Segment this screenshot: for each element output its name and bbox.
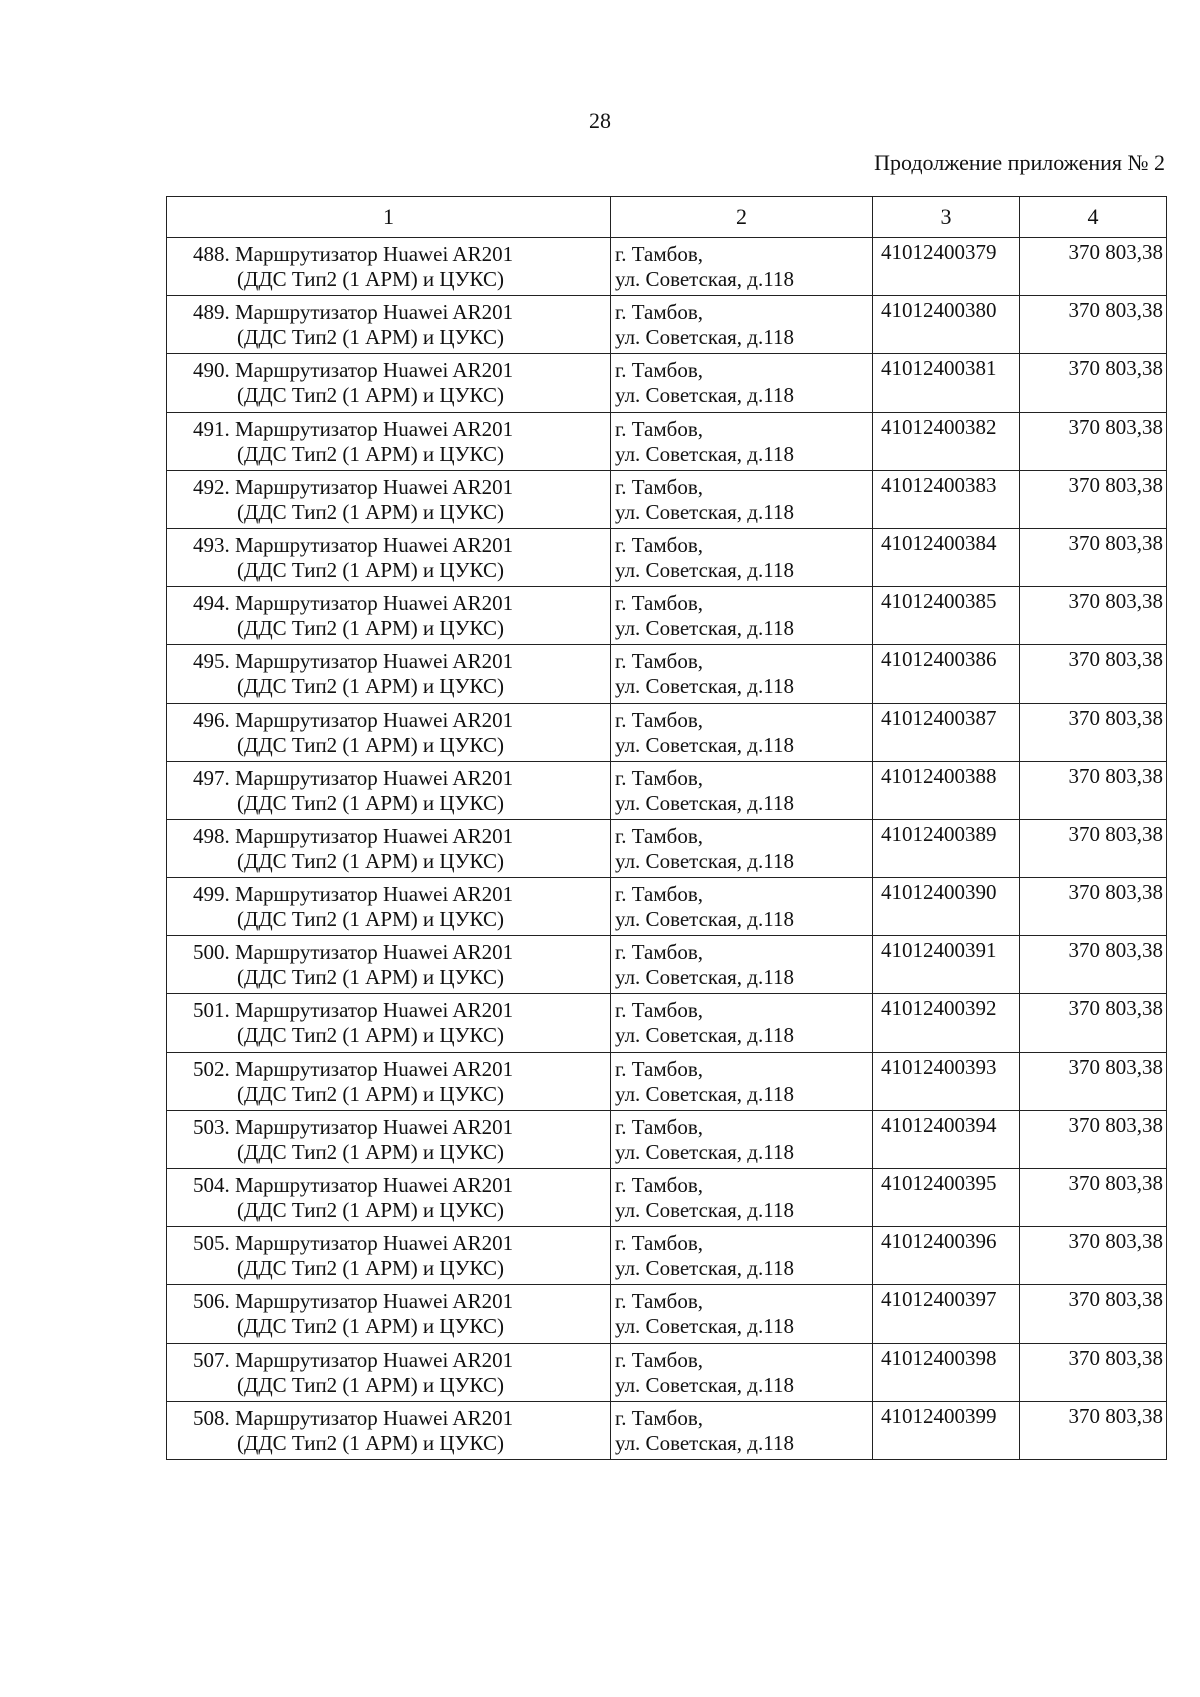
cost-value: 370 803,38	[1068, 240, 1163, 264]
cost-value: 370 803,38	[1068, 1112, 1163, 1137]
inventory-number: 41012400399	[881, 1403, 997, 1428]
address-street: ул. Советская, д.118	[615, 1314, 794, 1339]
address-cell	[611, 354, 873, 412]
cost-value: 370 803,38	[1068, 938, 1163, 963]
asset-table	[166, 196, 1167, 1460]
item-name-detail: (ДДС Тип2 (1 АРМ) и ЦУКС)	[237, 1198, 504, 1222]
inventory-number-cell	[873, 1285, 1020, 1343]
item-name-cell	[167, 936, 611, 994]
cost-cell	[1020, 470, 1167, 528]
cost-cell	[1020, 994, 1167, 1052]
inventory-number-cell	[873, 587, 1020, 645]
address-city: г. Тамбов,	[615, 474, 704, 499]
table-row	[167, 587, 1167, 645]
cost-value: 370 803,38	[1068, 1287, 1163, 1312]
inventory-number: 41012400380	[881, 298, 997, 323]
inventory-number-cell	[873, 528, 1020, 586]
inventory-number-cell	[873, 1401, 1020, 1459]
cost-value: 370 803,38	[1068, 996, 1163, 1021]
address-city: г. Тамбов,	[615, 1056, 704, 1081]
column-header-3: 3	[873, 197, 1020, 238]
address-cell	[611, 819, 873, 877]
column-header-1: 1	[167, 197, 611, 238]
address-cell	[611, 528, 873, 586]
address-city: г. Тамбов,	[615, 1289, 704, 1314]
continuation-label: Продолжение приложения № 2	[874, 150, 1165, 175]
item-number: 505.	[193, 1231, 230, 1256]
address-city: г. Тамбов,	[615, 823, 704, 848]
address-street: ул. Советская, д.118	[615, 1023, 794, 1048]
inventory-number: 41012400382	[881, 414, 997, 439]
item-name: Маршрутизатор Huawei AR201	[235, 649, 514, 674]
table-body	[167, 238, 1167, 1460]
item-number: 488.	[193, 242, 230, 266]
table-row	[167, 1227, 1167, 1285]
address-street: ул. Советская, д.118	[615, 616, 794, 641]
table-row	[167, 412, 1167, 470]
address-cell	[611, 1169, 873, 1227]
address-street: ул. Советская, д.118	[615, 732, 794, 757]
inventory-number: 41012400391	[881, 938, 997, 963]
inventory-number-cell	[873, 412, 1020, 470]
item-name-cell	[167, 354, 611, 412]
address-cell	[611, 1110, 873, 1168]
address-cell	[611, 587, 873, 645]
item-name: Маршрутизатор Huawei AR201	[235, 1347, 514, 1372]
table-row	[167, 1285, 1167, 1343]
item-name-cell	[167, 645, 611, 703]
cost-cell	[1020, 1343, 1167, 1401]
address-city: г. Тамбов,	[615, 416, 704, 441]
inventory-number-cell	[873, 1227, 1020, 1285]
address-street: ул. Советская, д.118	[615, 1081, 794, 1106]
address-cell	[611, 296, 873, 354]
inventory-number-cell	[873, 761, 1020, 819]
cost-value: 370 803,38	[1068, 472, 1163, 497]
address-cell	[611, 238, 873, 296]
item-number: 500.	[193, 940, 230, 965]
column-header-4: 4	[1020, 197, 1167, 238]
cost-value: 370 803,38	[1068, 589, 1163, 614]
item-name-detail: (ДДС Тип2 (1 АРМ) и ЦУКС)	[237, 907, 504, 932]
cost-value: 370 803,38	[1068, 1229, 1163, 1254]
item-name: Маршрутизатор Huawei AR201	[235, 1114, 514, 1139]
cost-cell	[1020, 296, 1167, 354]
inventory-number: 41012400386	[881, 647, 997, 672]
item-number: 507.	[193, 1347, 230, 1372]
item-number: 495.	[193, 649, 230, 674]
address-street: ул. Советская, д.118	[615, 1372, 794, 1397]
item-name: Маршрутизатор Huawei AR201	[235, 1405, 514, 1430]
item-number: 501.	[193, 998, 230, 1023]
item-number: 493.	[193, 532, 230, 557]
item-name-detail: (ДДС Тип2 (1 АРМ) и ЦУКС)	[237, 557, 504, 582]
item-name-cell	[167, 528, 611, 586]
address-cell	[611, 645, 873, 703]
cost-cell	[1020, 761, 1167, 819]
inventory-number: 41012400383	[881, 472, 997, 497]
address-cell	[611, 412, 873, 470]
item-name-detail: (ДДС Тип2 (1 АРМ) и ЦУКС)	[237, 1372, 504, 1397]
item-number: 508.	[193, 1405, 230, 1430]
item-name-cell	[167, 819, 611, 877]
item-name: Маршрутизатор Huawei AR201	[235, 765, 514, 790]
table-row	[167, 645, 1167, 703]
item-name-cell	[167, 412, 611, 470]
item-name-detail: (ДДС Тип2 (1 АРМ) и ЦУКС)	[237, 1256, 504, 1281]
item-name-detail: (ДДС Тип2 (1 АРМ) и ЦУКС)	[237, 441, 504, 466]
item-name-cell	[167, 1110, 611, 1168]
address-cell	[611, 470, 873, 528]
item-name: Маршрутизатор Huawei AR201	[235, 416, 514, 441]
inventory-number: 41012400393	[881, 1054, 997, 1079]
item-name-detail: (ДДС Тип2 (1 АРМ) и ЦУКС)	[237, 616, 504, 641]
item-name-detail: (ДДС Тип2 (1 АРМ) и ЦУКС)	[237, 674, 504, 699]
address-cell	[611, 1052, 873, 1110]
item-name-cell	[167, 703, 611, 761]
item-name: Маршрутизатор Huawei AR201	[235, 882, 514, 907]
inventory-number: 41012400381	[881, 356, 997, 381]
table-row	[167, 819, 1167, 877]
item-name: Маршрутизатор Huawei AR201	[235, 1056, 514, 1081]
cost-cell	[1020, 936, 1167, 994]
cost-cell	[1020, 1227, 1167, 1285]
cost-value: 370 803,38	[1068, 1171, 1163, 1195]
item-number: 498.	[193, 823, 230, 848]
address-cell	[611, 1401, 873, 1459]
inventory-number: 41012400384	[881, 530, 997, 555]
address-street: ул. Советская, д.118	[615, 674, 794, 699]
address-city: г. Тамбов,	[615, 882, 704, 907]
table-row	[167, 238, 1167, 296]
item-name: Маршрутизатор Huawei AR201	[235, 940, 514, 965]
item-name: Маршрутизатор Huawei AR201	[235, 1231, 514, 1256]
item-name: Маршрутизатор Huawei AR201	[235, 998, 514, 1023]
cost-value: 370 803,38	[1068, 530, 1163, 555]
item-name: Маршрутизатор Huawei AR201	[235, 707, 514, 732]
inventory-number-cell	[873, 878, 1020, 936]
inventory-number: 41012400398	[881, 1345, 997, 1370]
item-number: 506.	[193, 1289, 230, 1314]
item-number: 497.	[193, 765, 230, 790]
address-street: ул. Советская, д.118	[615, 499, 794, 524]
table-header-row	[167, 197, 1167, 238]
address-city: г. Тамбов,	[615, 1405, 704, 1430]
address-street: ул. Советская, д.118	[615, 383, 794, 408]
inventory-number: 41012400395	[881, 1171, 997, 1195]
address-street: ул. Советская, д.118	[615, 1256, 794, 1281]
item-name-cell	[167, 1401, 611, 1459]
item-name-detail: (ДДС Тип2 (1 АРМ) и ЦУКС)	[237, 325, 504, 350]
table-row	[167, 528, 1167, 586]
item-name-detail: (ДДС Тип2 (1 АРМ) и ЦУКС)	[237, 1314, 504, 1339]
column-header-2: 2	[611, 197, 873, 238]
table-row	[167, 878, 1167, 936]
address-city: г. Тамбов,	[615, 649, 704, 674]
address-cell	[611, 1343, 873, 1401]
inventory-number: 41012400394	[881, 1112, 997, 1137]
address-city: г. Тамбов,	[615, 765, 704, 790]
inventory-number-cell	[873, 1110, 1020, 1168]
address-street: ул. Советская, д.118	[615, 325, 794, 350]
item-name-detail: (ДДС Тип2 (1 АРМ) и ЦУКС)	[237, 732, 504, 757]
item-name-cell	[167, 1343, 611, 1401]
cost-cell	[1020, 354, 1167, 412]
item-name-cell	[167, 1285, 611, 1343]
address-cell	[611, 878, 873, 936]
inventory-number: 41012400390	[881, 880, 997, 905]
item-name-detail: (ДДС Тип2 (1 АРМ) и ЦУКС)	[237, 965, 504, 990]
table-row	[167, 994, 1167, 1052]
table-row	[167, 296, 1167, 354]
cost-value: 370 803,38	[1068, 880, 1163, 905]
cost-cell	[1020, 238, 1167, 296]
cost-value: 370 803,38	[1068, 705, 1163, 730]
address-city: г. Тамбов,	[615, 707, 704, 732]
address-street: ул. Советская, д.118	[615, 1430, 794, 1455]
cost-cell	[1020, 1285, 1167, 1343]
cost-cell	[1020, 1169, 1167, 1227]
item-name: Маршрутизатор Huawei AR201	[235, 242, 514, 266]
item-number: 499.	[193, 882, 230, 907]
cost-cell	[1020, 1401, 1167, 1459]
cost-cell	[1020, 819, 1167, 877]
item-name-detail: (ДДС Тип2 (1 АРМ) и ЦУКС)	[237, 267, 504, 291]
address-cell	[611, 936, 873, 994]
cost-cell	[1020, 1110, 1167, 1168]
inventory-number: 41012400392	[881, 996, 997, 1021]
inventory-number-cell	[873, 703, 1020, 761]
cost-value: 370 803,38	[1068, 647, 1163, 672]
address-city: г. Тамбов,	[615, 1347, 704, 1372]
item-number: 491.	[193, 416, 230, 441]
item-name-detail: (ДДС Тип2 (1 АРМ) и ЦУКС)	[237, 383, 504, 408]
item-name-cell	[167, 296, 611, 354]
inventory-number-cell	[873, 1169, 1020, 1227]
address-city: г. Тамбов,	[615, 1114, 704, 1139]
table-row	[167, 936, 1167, 994]
cost-cell	[1020, 412, 1167, 470]
item-number: 503.	[193, 1114, 230, 1139]
item-name-cell	[167, 761, 611, 819]
address-cell	[611, 703, 873, 761]
address-street: ул. Советская, д.118	[615, 557, 794, 582]
cost-cell	[1020, 645, 1167, 703]
address-city: г. Тамбов,	[615, 242, 704, 266]
item-name-detail: (ДДС Тип2 (1 АРМ) и ЦУКС)	[237, 1430, 504, 1455]
item-name-detail: (ДДС Тип2 (1 АРМ) и ЦУКС)	[237, 1139, 504, 1164]
item-number: 496.	[193, 707, 230, 732]
table-row	[167, 470, 1167, 528]
inventory-number: 41012400388	[881, 763, 997, 788]
inventory-number: 41012400397	[881, 1287, 997, 1312]
item-name: Маршрутизатор Huawei AR201	[235, 823, 514, 848]
table-row	[167, 1052, 1167, 1110]
cost-cell	[1020, 528, 1167, 586]
table-row	[167, 354, 1167, 412]
address-street: ул. Советская, д.118	[615, 1139, 794, 1164]
table-row	[167, 1110, 1167, 1168]
item-number: 489.	[193, 300, 230, 325]
cost-value: 370 803,38	[1068, 1345, 1163, 1370]
cost-cell	[1020, 1052, 1167, 1110]
address-city: г. Тамбов,	[615, 532, 704, 557]
inventory-number: 41012400379	[881, 240, 997, 264]
cost-cell	[1020, 878, 1167, 936]
item-number: 504.	[193, 1173, 230, 1197]
address-street: ул. Советская, д.118	[615, 267, 794, 291]
address-cell	[611, 1285, 873, 1343]
address-street: ул. Советская, д.118	[615, 790, 794, 815]
inventory-number-cell	[873, 819, 1020, 877]
item-name: Маршрутизатор Huawei AR201	[235, 591, 514, 616]
address-city: г. Тамбов,	[615, 940, 704, 965]
inventory-number-cell	[873, 645, 1020, 703]
item-name: Маршрутизатор Huawei AR201	[235, 532, 514, 557]
item-name-cell	[167, 587, 611, 645]
address-city: г. Тамбов,	[615, 300, 704, 325]
table-row	[167, 703, 1167, 761]
item-number: 492.	[193, 474, 230, 499]
item-name: Маршрутизатор Huawei AR201	[235, 474, 514, 499]
inventory-number-cell	[873, 1343, 1020, 1401]
cost-value: 370 803,38	[1068, 414, 1163, 439]
item-name-cell	[167, 470, 611, 528]
item-name-cell	[167, 1169, 611, 1227]
cost-value: 370 803,38	[1068, 1054, 1163, 1079]
item-number: 502.	[193, 1056, 230, 1081]
item-name-detail: (ДДС Тип2 (1 АРМ) и ЦУКС)	[237, 848, 504, 873]
item-name-cell	[167, 238, 611, 296]
item-name-cell	[167, 1227, 611, 1285]
inventory-number: 41012400387	[881, 705, 997, 730]
item-name-detail: (ДДС Тип2 (1 АРМ) и ЦУКС)	[237, 790, 504, 815]
table-row	[167, 761, 1167, 819]
table-row	[167, 1343, 1167, 1401]
item-name-cell	[167, 878, 611, 936]
inventory-number-cell	[873, 936, 1020, 994]
inventory-number-cell	[873, 354, 1020, 412]
item-number: 490.	[193, 358, 230, 383]
address-street: ул. Советская, д.118	[615, 441, 794, 466]
cost-value: 370 803,38	[1068, 1403, 1163, 1428]
item-name: Маршрутизатор Huawei AR201	[235, 358, 514, 383]
address-cell	[611, 1227, 873, 1285]
table-row	[167, 1401, 1167, 1459]
item-name-cell	[167, 994, 611, 1052]
item-name-detail: (ДДС Тип2 (1 АРМ) и ЦУКС)	[237, 1081, 504, 1106]
inventory-number: 41012400385	[881, 589, 997, 614]
cost-value: 370 803,38	[1068, 763, 1163, 788]
item-number: 494.	[193, 591, 230, 616]
address-street: ул. Советская, д.118	[615, 1198, 794, 1222]
inventory-number-cell	[873, 296, 1020, 354]
address-city: г. Тамбов,	[615, 591, 704, 616]
inventory-number-cell	[873, 994, 1020, 1052]
address-cell	[611, 761, 873, 819]
inventory-number-cell	[873, 470, 1020, 528]
inventory-number-cell	[873, 238, 1020, 296]
cost-cell	[1020, 703, 1167, 761]
item-name-detail: (ДДС Тип2 (1 АРМ) и ЦУКС)	[237, 1023, 504, 1048]
inventory-number-cell	[873, 1052, 1020, 1110]
inventory-number: 41012400396	[881, 1229, 997, 1254]
address-city: г. Тамбов,	[615, 998, 704, 1023]
cost-value: 370 803,38	[1068, 298, 1163, 323]
address-city: г. Тамбов,	[615, 1173, 704, 1197]
item-name: Маршрутизатор Huawei AR201	[235, 1289, 514, 1314]
inventory-number: 41012400389	[881, 821, 997, 846]
address-cell	[611, 994, 873, 1052]
item-name-detail: (ДДС Тип2 (1 АРМ) и ЦУКС)	[237, 499, 504, 524]
address-street: ул. Советская, д.118	[615, 848, 794, 873]
cost-value: 370 803,38	[1068, 356, 1163, 381]
item-name: Маршрутизатор Huawei AR201	[235, 1173, 514, 1197]
cost-value: 370 803,38	[1068, 821, 1163, 846]
address-city: г. Тамбов,	[615, 1231, 704, 1256]
address-street: ул. Советская, д.118	[615, 907, 794, 932]
item-name: Маршрутизатор Huawei AR201	[235, 300, 514, 325]
address-city: г. Тамбов,	[615, 358, 704, 383]
address-street: ул. Советская, д.118	[615, 965, 794, 990]
cost-cell	[1020, 587, 1167, 645]
page-number: 28	[589, 108, 611, 133]
table-row	[167, 1169, 1167, 1227]
item-name-cell	[167, 1052, 611, 1110]
